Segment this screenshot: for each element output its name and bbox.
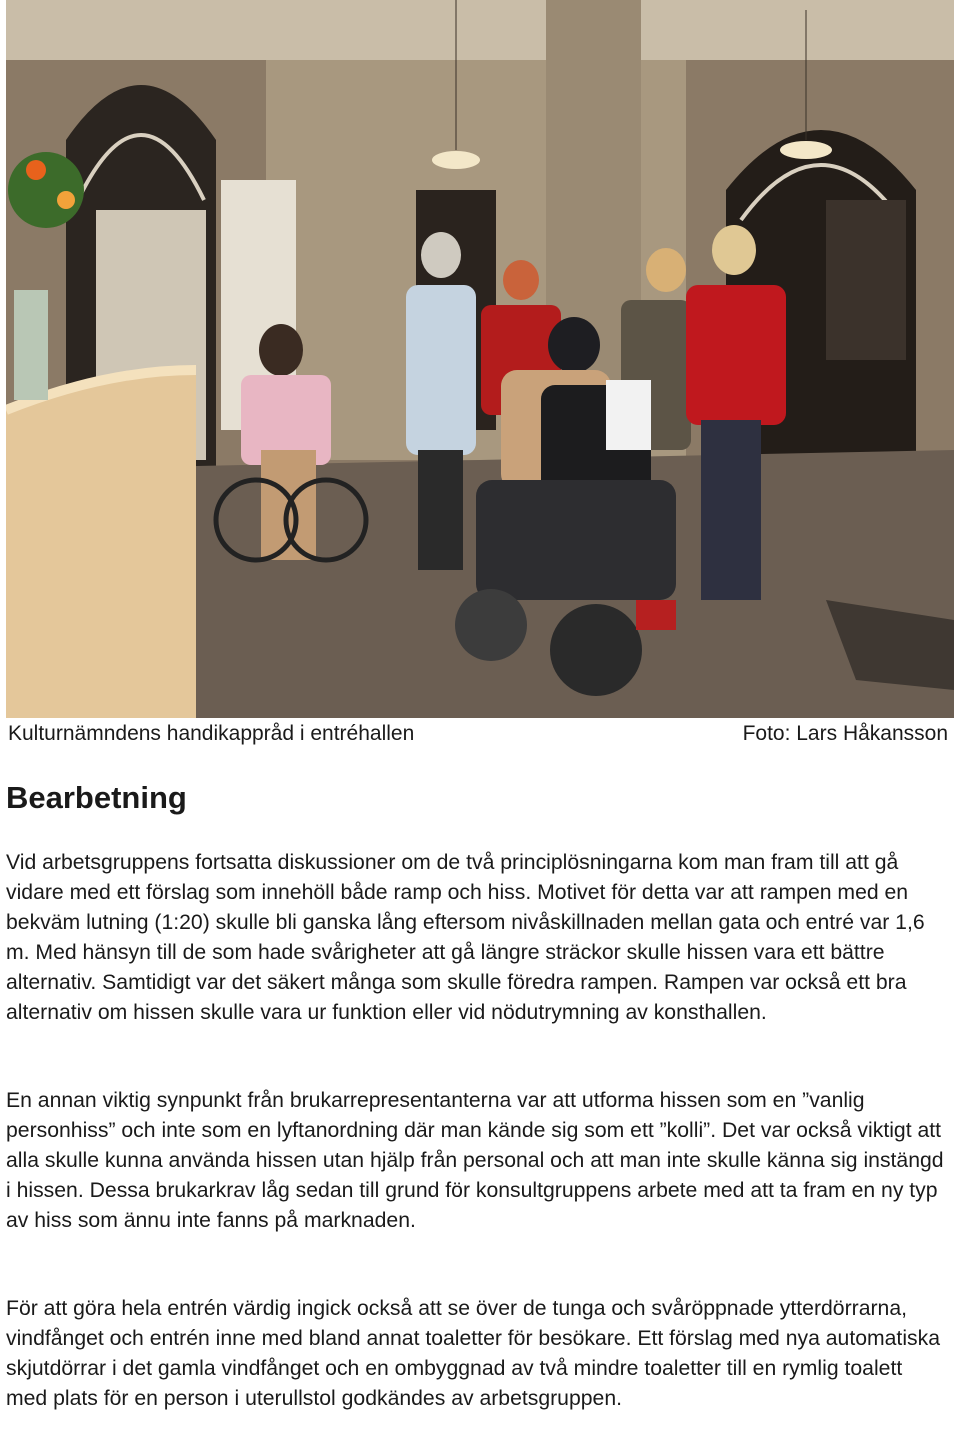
photo-caption bbox=[6, 719, 948, 751]
paragraph-1: Vid arbetsgruppens fortsatta diskussioner om de två principlösningarna kom man fram till att gå vidare med ett förslag som innehöll både ramp och hiss. Motivet för detta var att rampen med en bekväm lutning (1:20) skulle bli ganska lång eftersom nivåskillnaden mellan gata och entré var 1,6 m. Med hänsyn till de som hade svårigheter att gå längre sträckor skulle hissen vara ett bättre alternativ. Samtidigt var det säkert många som skulle föredra rampen. Rampen var också ett bra alternativ om hissen skulle vara ur funktion eller vid nödutrymning av konsthallen. bbox=[6, 851, 925, 1024]
section-heading: Bearbetning bbox=[6, 780, 187, 815]
entrance-hall-photo bbox=[6, 0, 954, 718]
paragraph-3: För att göra hela entrén värdig ingick också att se över de tunga och svåröppnade ytterdörrarna, vindfånget och entrén inne med bland annat toaletter för besökare. Ett förslag med nya automatiska skjutdörrar i det gamla vindfånget och en ombyggnad av två mindre toaletter till en rymlig toalett med plats för en person i uterullstol godkändes av arbetsgruppen. bbox=[6, 1297, 940, 1410]
paragraph-2: En annan viktig synpunkt från brukarrepresentanterna var att utforma hissen som en ”vanlig personhiss” och inte som en lyftanordning där man kände sig som ett ”kolli”. Det var också viktigt att alla skulle kunna använda hissen utan hjälp från personal och att man inte skulle känna sig instängd i hissen. Dessa brukarkrav låg sedan till grund för konsultgruppens arbete med att ta fram en ny typ av hiss som ännu inte fanns på marknaden. bbox=[6, 1089, 944, 1232]
caption-text: Kulturnämndens handikappråd i entréhallen bbox=[8, 722, 415, 745]
photo-credit: Foto: Lars Håkansson bbox=[742, 722, 948, 745]
